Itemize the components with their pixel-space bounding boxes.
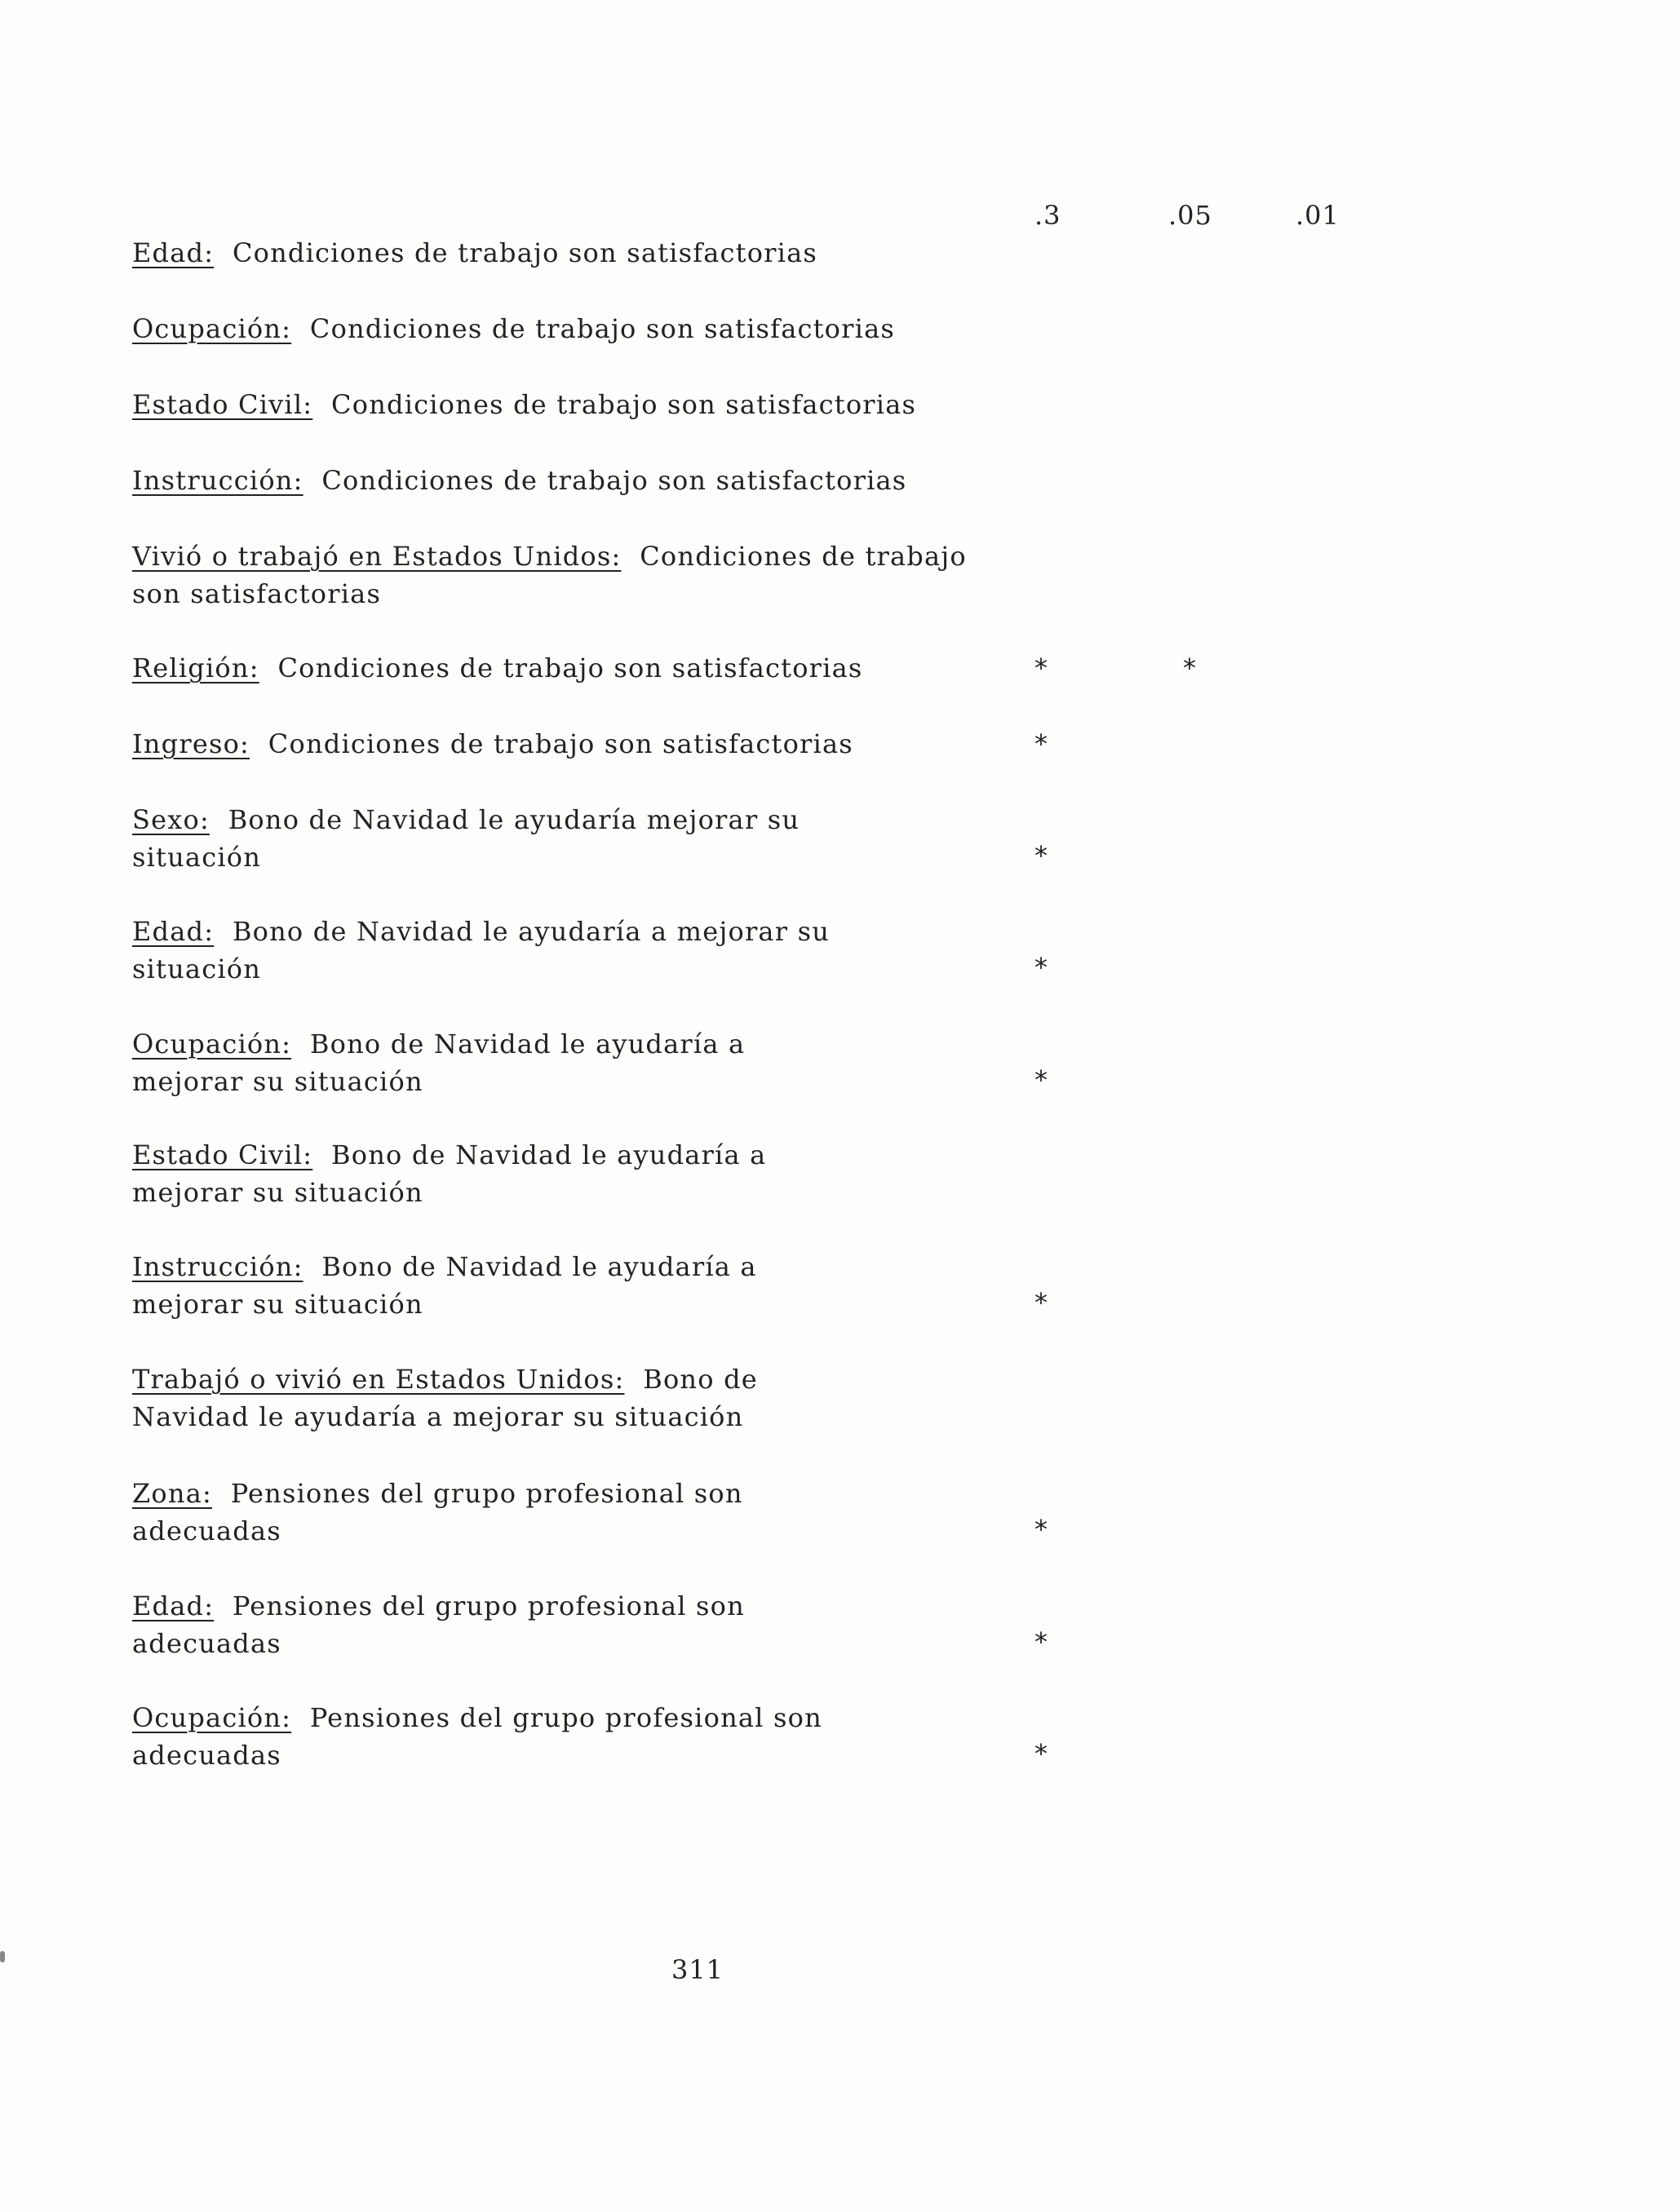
significance-mark-p3: * — [1034, 1626, 1048, 1657]
significance-mark-p3: * — [1034, 1738, 1048, 1769]
row-label: Trabajó o vivió en Estados Unidos: — [132, 1364, 625, 1395]
row-text: Condiciones de trabajo son satisfactorias — [268, 728, 853, 759]
row-label: Ocupación: — [132, 313, 292, 344]
list-item — [132, 1475, 1601, 1550]
row-label: Ingreso: — [132, 728, 250, 759]
column-header-p3: .3 — [1034, 200, 1061, 231]
significance-mark-p3: * — [1034, 728, 1048, 759]
scan-edge-mark — [0, 1951, 5, 1962]
row-text: Condiciones de trabajo son satisfactorias — [321, 465, 907, 496]
row-label: Edad: — [132, 1590, 215, 1621]
row-label: Edad: — [132, 237, 215, 268]
list-item — [132, 725, 1601, 763]
column-header-p05: .05 — [1168, 200, 1212, 231]
row-label: Edad: — [132, 916, 215, 947]
row-label: Vivió o trabajó en Estados Unidos: — [132, 541, 622, 572]
list-item — [132, 234, 1601, 272]
row-text: Condiciones de trabajo son satisfactorias — [331, 389, 917, 420]
significance-mark-p3: * — [1034, 1064, 1048, 1095]
row-text: Bono de Navidad le ayudaría a mejorar su situación — [132, 1139, 767, 1208]
list-item — [132, 913, 1601, 988]
row-text: Condiciones de trabajo son satisfactorias — [232, 237, 818, 268]
row-label: Ocupación: — [132, 1702, 292, 1733]
significance-mark-p3: * — [1034, 653, 1048, 684]
row-label: Sexo: — [132, 804, 210, 835]
list-item — [132, 1025, 1601, 1100]
list-item — [132, 801, 1601, 876]
column-header-p01: .01 — [1296, 200, 1340, 231]
significance-mark-p3: * — [1034, 1514, 1048, 1545]
row-text: Pensiones del grupo profesional son adecuadas — [132, 1702, 822, 1771]
row-label: Zona: — [132, 1478, 212, 1509]
list-item — [132, 386, 1601, 423]
row-text: Bono de Navidad le ayudaría mejorar su situación — [132, 804, 800, 873]
significance-mark-p3: * — [1034, 840, 1048, 871]
row-text: Condiciones de trabajo son satisfactorias — [277, 653, 863, 684]
list-item — [132, 649, 1601, 687]
row-text: Condiciones de trabajo son satisfactorias — [309, 313, 895, 344]
row-text: Bono de Navidad le ayudaría a mejorar su situación — [132, 1251, 757, 1320]
row-text: Pensiones del grupo profesional son adecuadas — [132, 1478, 743, 1546]
row-text: Bono de Navidad le ayudaría a mejorar su situación — [132, 1029, 746, 1097]
list-item — [132, 538, 1601, 613]
row-text: Pensiones del grupo profesional son adecuadas — [132, 1590, 745, 1659]
significance-mark-p3: * — [1034, 952, 1048, 983]
row-label: Religión: — [132, 653, 259, 684]
row-text: Bono de Navidad le ayudaría a mejorar su situación — [132, 1364, 758, 1432]
row-text: Condiciones de trabajo son satisfactorias — [132, 541, 967, 609]
list-item — [132, 1360, 1601, 1436]
row-label: Estado Civil: — [132, 1139, 313, 1170]
row-label: Instrucción: — [132, 465, 303, 496]
list-item — [132, 462, 1601, 499]
row-text: Bono de Navidad le ayudaría a mejorar su situación — [132, 916, 831, 984]
list-item — [132, 1248, 1601, 1323]
list-item — [132, 310, 1601, 347]
page-number: 311 — [671, 1954, 724, 1985]
row-label: Instrucción: — [132, 1251, 303, 1282]
list-item — [132, 1587, 1601, 1662]
significance-mark-p3: * — [1034, 1287, 1048, 1318]
significance-mark-p05: * — [1183, 653, 1196, 684]
list-item — [132, 1136, 1601, 1211]
row-label: Ocupación: — [132, 1029, 292, 1060]
row-label: Estado Civil: — [132, 389, 313, 420]
list-item — [132, 1699, 1601, 1774]
